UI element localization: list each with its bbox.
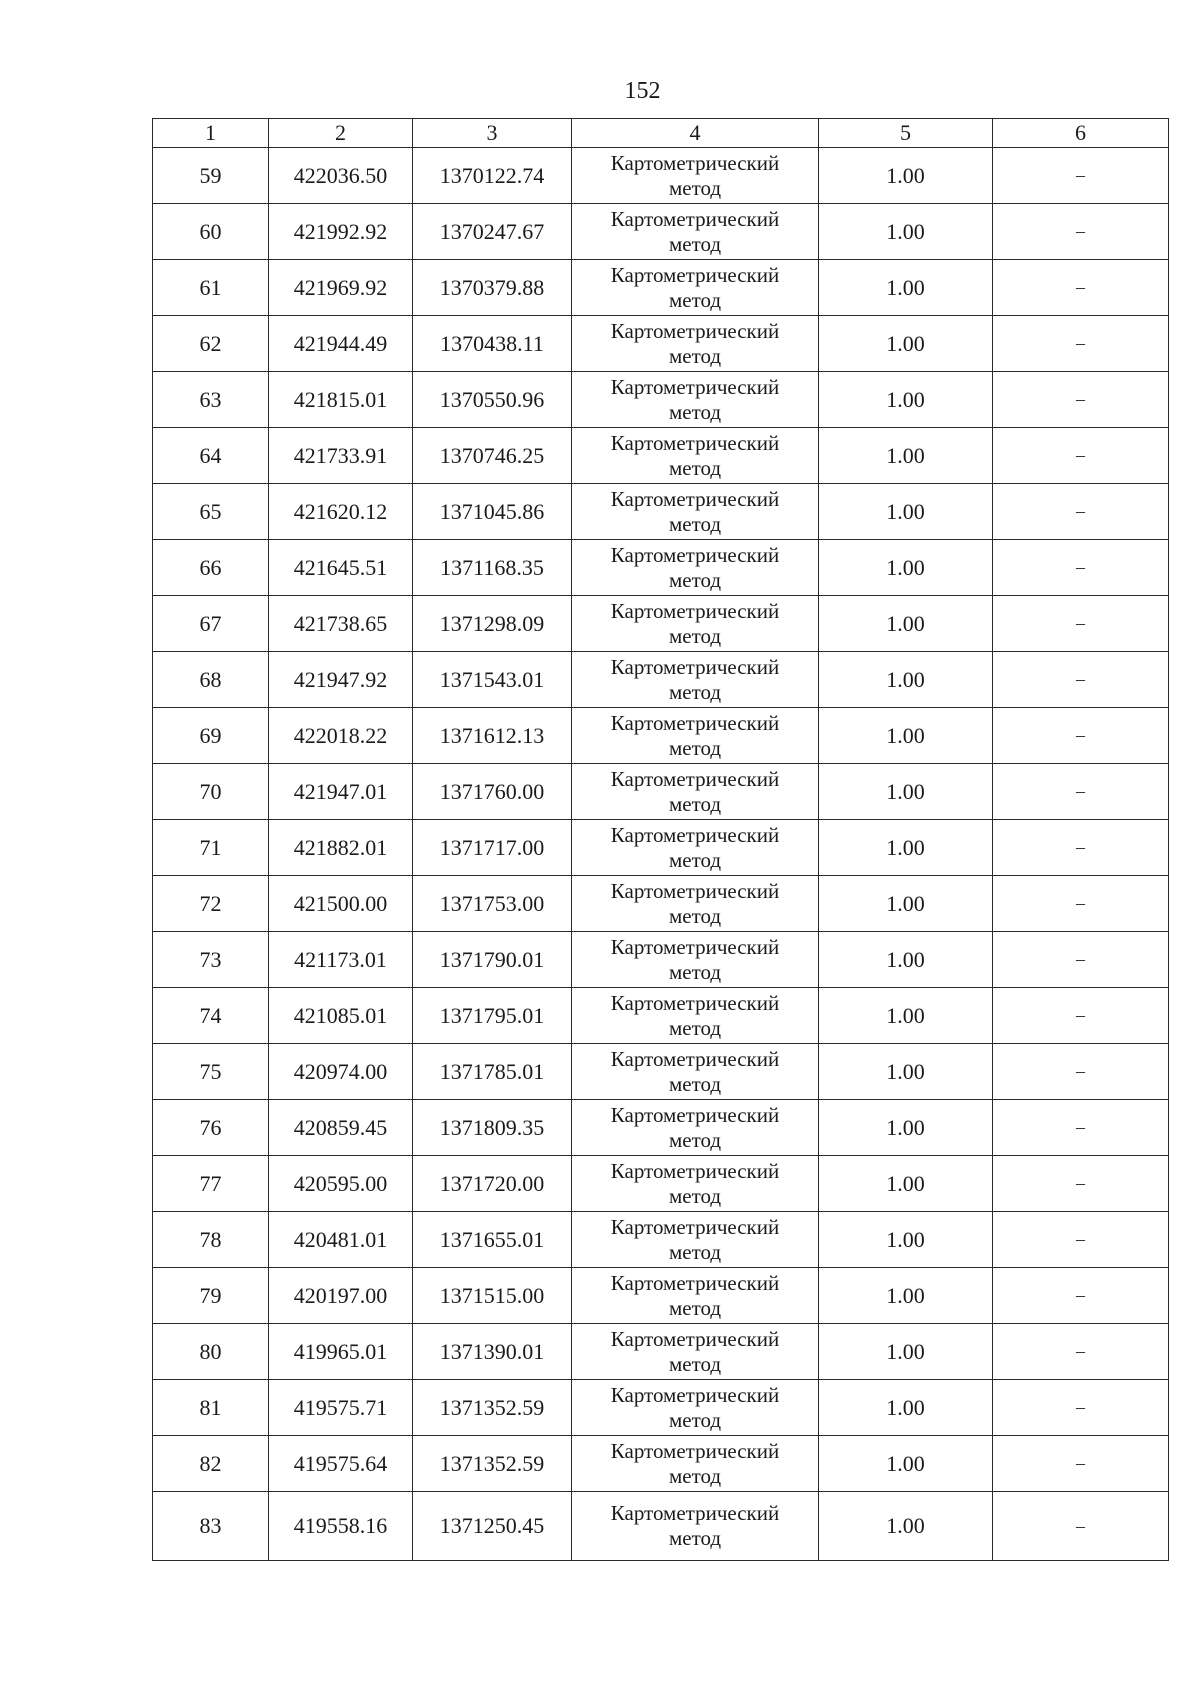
method-line-2: метод [668, 175, 722, 200]
y-coordinate-cell: 1371720.00 [413, 1156, 572, 1212]
table-row [153, 1492, 1169, 1561]
method-line-2: метод [668, 735, 722, 760]
method-cell [572, 932, 819, 988]
method-line-1: Картометрический [610, 990, 780, 1015]
point-number-cell: 65 [153, 484, 269, 540]
method-line-2: метод [668, 1183, 722, 1208]
note-cell: – [993, 372, 1169, 428]
method-line-1: Картометрический [610, 1214, 780, 1239]
method-cell [572, 596, 819, 652]
x-coordinate-cell: 420481.01 [269, 1212, 413, 1268]
table-row [153, 428, 1169, 484]
table-row [153, 204, 1169, 260]
y-coordinate-cell: 1370379.88 [413, 260, 572, 316]
table-row [153, 540, 1169, 596]
method-line-2: метод [668, 287, 722, 312]
accuracy-cell: 1.00 [819, 876, 993, 932]
method-line-2: метод [668, 1239, 722, 1264]
accuracy-cell: 1.00 [819, 1212, 993, 1268]
y-coordinate-cell: 1371298.09 [413, 596, 572, 652]
table-row [153, 1324, 1169, 1380]
method-line-2: метод [668, 903, 722, 928]
table-row [153, 1100, 1169, 1156]
method-cell [572, 820, 819, 876]
page-number: 152 [624, 78, 661, 104]
table-body [153, 148, 1169, 1561]
y-coordinate-cell: 1371352.59 [413, 1380, 572, 1436]
x-coordinate-cell: 421882.01 [269, 820, 413, 876]
method-line-1: Картометрический [610, 262, 780, 287]
note-cell: – [993, 1492, 1169, 1561]
header-cell-5: 5 [819, 119, 993, 148]
point-number-cell: 63 [153, 372, 269, 428]
point-number-cell: 82 [153, 1436, 269, 1492]
method-cell [572, 1156, 819, 1212]
x-coordinate-cell: 421733.91 [269, 428, 413, 484]
x-coordinate-cell: 421947.92 [269, 652, 413, 708]
method-line-2: метод [668, 1127, 722, 1152]
method-line-2: метод [668, 1463, 722, 1488]
accuracy-cell: 1.00 [819, 540, 993, 596]
note-cell: – [993, 428, 1169, 484]
accuracy-cell: 1.00 [819, 652, 993, 708]
note-cell: – [993, 1268, 1169, 1324]
method-line-2: метод [668, 791, 722, 816]
note-cell: – [993, 260, 1169, 316]
note-cell: – [993, 540, 1169, 596]
table-row [153, 260, 1169, 316]
y-coordinate-cell: 1371515.00 [413, 1268, 572, 1324]
x-coordinate-cell: 420974.00 [269, 1044, 413, 1100]
accuracy-cell: 1.00 [819, 1156, 993, 1212]
method-line-1: Картометрический [610, 1382, 780, 1407]
note-cell: – [993, 1324, 1169, 1380]
note-cell: – [993, 484, 1169, 540]
x-coordinate-cell: 420595.00 [269, 1156, 413, 1212]
method-line-1: Картометрический [610, 934, 780, 959]
method-line-1: Картометрический [610, 542, 780, 567]
method-line-1: Картометрический [610, 150, 780, 175]
table-header [153, 119, 1169, 148]
x-coordinate-cell: 421620.12 [269, 484, 413, 540]
method-line-1: Картометрический [610, 1270, 780, 1295]
accuracy-cell: 1.00 [819, 372, 993, 428]
x-coordinate-cell: 419575.71 [269, 1380, 413, 1436]
table-row [153, 1268, 1169, 1324]
table-row [153, 316, 1169, 372]
note-cell: – [993, 764, 1169, 820]
method-line-2: метод [668, 1351, 722, 1376]
note-cell: – [993, 1212, 1169, 1268]
method-cell [572, 204, 819, 260]
table-row [153, 1212, 1169, 1268]
y-coordinate-cell: 1370746.25 [413, 428, 572, 484]
accuracy-cell: 1.00 [819, 1380, 993, 1436]
y-coordinate-cell: 1371612.13 [413, 708, 572, 764]
method-line-1: Картометрический [610, 1158, 780, 1183]
method-cell [572, 1436, 819, 1492]
accuracy-cell: 1.00 [819, 988, 993, 1044]
method-line-2: метод [668, 511, 722, 536]
x-coordinate-cell: 421969.92 [269, 260, 413, 316]
y-coordinate-cell: 1371717.00 [413, 820, 572, 876]
y-coordinate-cell: 1370438.11 [413, 316, 572, 372]
point-number-cell: 79 [153, 1268, 269, 1324]
x-coordinate-cell: 421085.01 [269, 988, 413, 1044]
method-line-1: Картометрический [610, 654, 780, 679]
note-cell: – [993, 1436, 1169, 1492]
method-line-2: метод [668, 1015, 722, 1040]
y-coordinate-cell: 1371543.01 [413, 652, 572, 708]
method-cell [572, 148, 819, 204]
point-number-cell: 68 [153, 652, 269, 708]
y-coordinate-cell: 1371760.00 [413, 764, 572, 820]
x-coordinate-cell: 421645.51 [269, 540, 413, 596]
method-line-1: Картометрический [610, 710, 780, 735]
table-row [153, 372, 1169, 428]
accuracy-cell: 1.00 [819, 932, 993, 988]
table-row [153, 1436, 1169, 1492]
y-coordinate-cell: 1371655.01 [413, 1212, 572, 1268]
header-cell-3: 3 [413, 119, 572, 148]
method-cell [572, 372, 819, 428]
method-cell [572, 1324, 819, 1380]
note-cell: – [993, 316, 1169, 372]
y-coordinate-cell: 1370247.67 [413, 204, 572, 260]
note-cell: – [993, 708, 1169, 764]
note-cell: – [993, 988, 1169, 1044]
table-row [153, 484, 1169, 540]
accuracy-cell: 1.00 [819, 1044, 993, 1100]
header-cell-1: 1 [153, 119, 269, 148]
accuracy-cell: 1.00 [819, 484, 993, 540]
method-cell [572, 316, 819, 372]
accuracy-cell: 1.00 [819, 596, 993, 652]
y-coordinate-cell: 1371250.45 [413, 1492, 572, 1561]
note-cell: – [993, 204, 1169, 260]
x-coordinate-cell: 421992.92 [269, 204, 413, 260]
method-cell [572, 988, 819, 1044]
table-row [153, 988, 1169, 1044]
method-cell [572, 1100, 819, 1156]
method-line-2: метод [668, 847, 722, 872]
method-line-1: Картометрический [610, 1438, 780, 1463]
x-coordinate-cell: 419575.64 [269, 1436, 413, 1492]
table-row [153, 652, 1169, 708]
method-cell [572, 652, 819, 708]
point-number-cell: 73 [153, 932, 269, 988]
method-line-2: метод [668, 679, 722, 704]
table-row [153, 708, 1169, 764]
accuracy-cell: 1.00 [819, 1492, 993, 1561]
point-number-cell: 71 [153, 820, 269, 876]
method-line-1: Картометрический [610, 878, 780, 903]
y-coordinate-cell: 1371352.59 [413, 1436, 572, 1492]
point-number-cell: 75 [153, 1044, 269, 1100]
accuracy-cell: 1.00 [819, 316, 993, 372]
accuracy-cell: 1.00 [819, 708, 993, 764]
table-row [153, 764, 1169, 820]
method-line-1: Картометрический [610, 598, 780, 623]
method-line-1: Картометрический [610, 486, 780, 511]
table-row [153, 1380, 1169, 1436]
header-cell-6: 6 [993, 119, 1169, 148]
method-cell [572, 1268, 819, 1324]
note-cell: – [993, 596, 1169, 652]
x-coordinate-cell: 420859.45 [269, 1100, 413, 1156]
x-coordinate-cell: 419558.16 [269, 1492, 413, 1561]
note-cell: – [993, 1156, 1169, 1212]
point-number-cell: 77 [153, 1156, 269, 1212]
accuracy-cell: 1.00 [819, 148, 993, 204]
y-coordinate-cell: 1371790.01 [413, 932, 572, 988]
x-coordinate-cell: 422018.22 [269, 708, 413, 764]
note-cell: – [993, 820, 1169, 876]
y-coordinate-cell: 1371390.01 [413, 1324, 572, 1380]
method-line-2: метод [668, 231, 722, 256]
table-row [153, 1156, 1169, 1212]
method-cell [572, 1380, 819, 1436]
accuracy-cell: 1.00 [819, 1100, 993, 1156]
y-coordinate-cell: 1371753.00 [413, 876, 572, 932]
method-line-1: Картометрический [610, 822, 780, 847]
method-cell [572, 428, 819, 484]
accuracy-cell: 1.00 [819, 764, 993, 820]
table-row [153, 820, 1169, 876]
method-line-2: метод [668, 1071, 722, 1096]
accuracy-cell: 1.00 [819, 260, 993, 316]
point-number-cell: 61 [153, 260, 269, 316]
method-cell [572, 1212, 819, 1268]
note-cell: – [993, 1100, 1169, 1156]
x-coordinate-cell: 421947.01 [269, 764, 413, 820]
point-number-cell: 78 [153, 1212, 269, 1268]
method-line-2: метод [668, 455, 722, 480]
note-cell: – [993, 1044, 1169, 1100]
point-number-cell: 74 [153, 988, 269, 1044]
method-line-1: Картометрический [610, 1046, 780, 1071]
x-coordinate-cell: 421944.49 [269, 316, 413, 372]
point-number-cell: 67 [153, 596, 269, 652]
x-coordinate-cell: 419965.01 [269, 1324, 413, 1380]
method-cell [572, 540, 819, 596]
method-line-1: Картометрический [610, 206, 780, 231]
point-number-cell: 72 [153, 876, 269, 932]
accuracy-cell: 1.00 [819, 820, 993, 876]
method-cell [572, 764, 819, 820]
method-cell [572, 260, 819, 316]
header-cell-2: 2 [269, 119, 413, 148]
y-coordinate-cell: 1371795.01 [413, 988, 572, 1044]
method-line-2: метод [668, 959, 722, 984]
point-number-cell: 64 [153, 428, 269, 484]
y-coordinate-cell: 1371809.35 [413, 1100, 572, 1156]
method-line-2: метод [668, 1295, 722, 1320]
point-number-cell: 83 [153, 1492, 269, 1561]
point-number-cell: 80 [153, 1324, 269, 1380]
method-line-1: Картометрический [610, 430, 780, 455]
y-coordinate-cell: 1370122.74 [413, 148, 572, 204]
accuracy-cell: 1.00 [819, 1436, 993, 1492]
method-line-2: метод [668, 399, 722, 424]
method-line-2: метод [668, 623, 722, 648]
accuracy-cell: 1.00 [819, 204, 993, 260]
note-cell: – [993, 1380, 1169, 1436]
y-coordinate-cell: 1370550.96 [413, 372, 572, 428]
method-cell [572, 708, 819, 764]
method-line-1: Картометрический [610, 374, 780, 399]
y-coordinate-cell: 1371785.01 [413, 1044, 572, 1100]
accuracy-cell: 1.00 [819, 1268, 993, 1324]
accuracy-cell: 1.00 [819, 428, 993, 484]
table-row [153, 1044, 1169, 1100]
x-coordinate-cell: 420197.00 [269, 1268, 413, 1324]
y-coordinate-cell: 1371168.35 [413, 540, 572, 596]
method-line-1: Картометрический [610, 1501, 780, 1525]
table-row [153, 876, 1169, 932]
x-coordinate-cell: 421738.65 [269, 596, 413, 652]
table-row [153, 148, 1169, 204]
point-number-cell: 81 [153, 1380, 269, 1436]
note-cell: – [993, 876, 1169, 932]
x-coordinate-cell: 421815.01 [269, 372, 413, 428]
method-line-1: Картометрический [610, 766, 780, 791]
method-line-2: метод [668, 1407, 722, 1432]
header-row [153, 119, 1169, 148]
point-number-cell: 66 [153, 540, 269, 596]
point-number-cell: 76 [153, 1100, 269, 1156]
y-coordinate-cell: 1371045.86 [413, 484, 572, 540]
point-number-cell: 70 [153, 764, 269, 820]
table-row [153, 932, 1169, 988]
method-line-1: Картометрический [610, 318, 780, 343]
coordinates-table [152, 118, 1169, 1561]
table-row [153, 596, 1169, 652]
method-cell [572, 484, 819, 540]
note-cell: – [993, 932, 1169, 988]
note-cell: – [993, 652, 1169, 708]
method-cell [572, 1044, 819, 1100]
method-line-2: метод [668, 1526, 722, 1550]
method-line-2: метод [668, 567, 722, 592]
point-number-cell: 69 [153, 708, 269, 764]
x-coordinate-cell: 422036.50 [269, 148, 413, 204]
accuracy-cell: 1.00 [819, 1324, 993, 1380]
method-line-2: метод [668, 343, 722, 368]
method-cell [572, 876, 819, 932]
point-number-cell: 60 [153, 204, 269, 260]
header-cell-4: 4 [572, 119, 819, 148]
x-coordinate-cell: 421173.01 [269, 932, 413, 988]
point-number-cell: 62 [153, 316, 269, 372]
method-line-1: Картометрический [610, 1102, 780, 1127]
x-coordinate-cell: 421500.00 [269, 876, 413, 932]
point-number-cell: 59 [153, 148, 269, 204]
method-cell [572, 1492, 819, 1561]
method-line-1: Картометрический [610, 1326, 780, 1351]
note-cell: – [993, 148, 1169, 204]
